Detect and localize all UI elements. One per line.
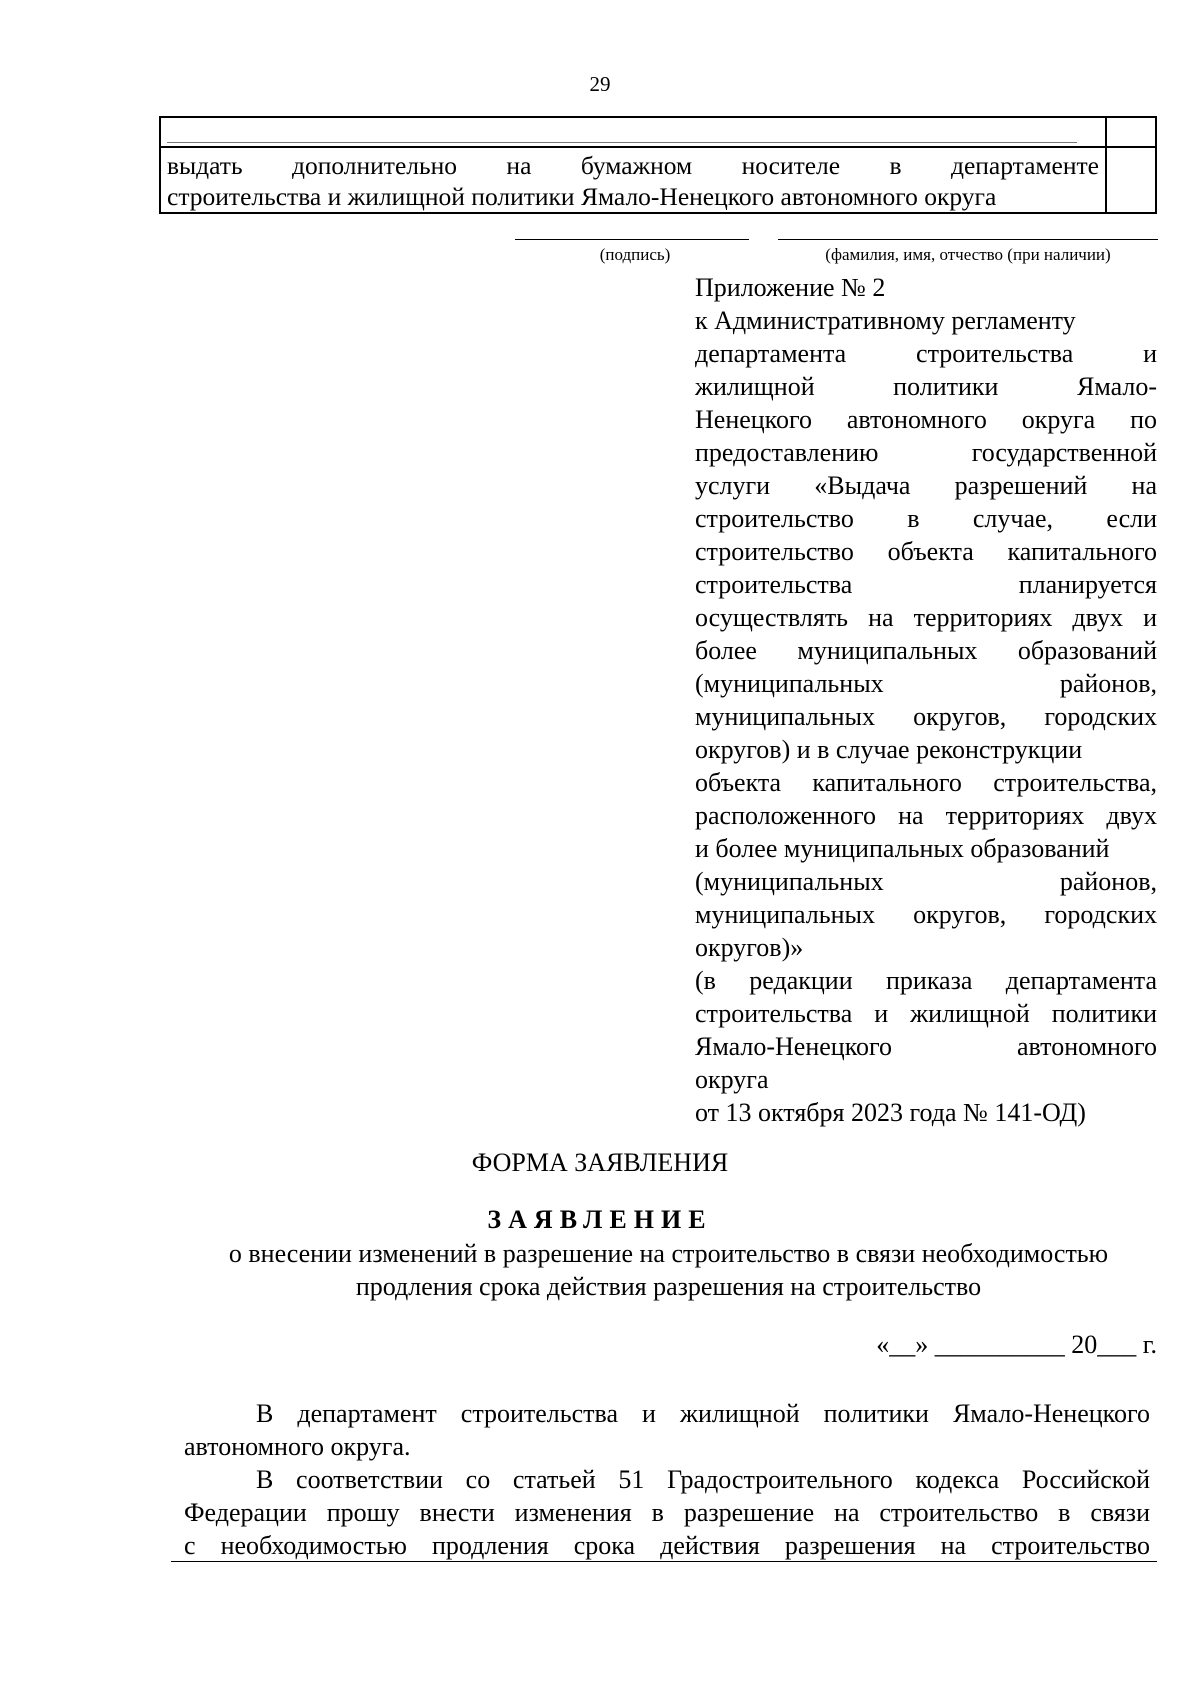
paragraph-line: В соответствии со статьей 51 Градостроительного кодекса Российской: [256, 1465, 1150, 1494]
appendix-line: от 13 октября 2023 года № 141-ОД): [695, 1098, 1086, 1127]
appendix-line: округа: [695, 1065, 769, 1094]
delivery-option-text: [167, 150, 1099, 212]
signature-line: [515, 239, 749, 240]
paragraph-line: В департамент строительства и жилищной политики Ямало-Ненецкого: [256, 1399, 1150, 1428]
request-paragraph: [184, 1463, 1150, 1562]
appendix-line: округов)»: [695, 933, 804, 962]
statement-subtitle: [180, 1237, 1157, 1303]
appendix-line: более муниципальных образований: [695, 636, 1157, 665]
statement-title: ЗАЯВЛЕНИЕ: [487, 1205, 713, 1234]
date-field: «__» __________ 20___ г.: [876, 1330, 1157, 1359]
addressee-paragraph: [184, 1397, 1150, 1463]
appendix-line: строительство в случае, если: [695, 504, 1157, 533]
page-number: 29: [589, 72, 611, 96]
appendix-line: Ямало-Ненецкого автономного: [695, 1032, 1157, 1061]
appendix-line: (муниципальных районов,: [695, 669, 1157, 698]
appendix-line: муниципальных округов, городских: [695, 900, 1157, 929]
appendix-line: к Административному регламенту: [695, 306, 1076, 335]
delivery-option-line-1: выдать дополнительно на бумажном носителе в департаменте: [167, 151, 1099, 180]
appendix-line: округов) и в случае реконструкции: [695, 735, 1083, 764]
appendix-line: департамента строительства и: [695, 339, 1157, 368]
paragraph-line: с необходимостью продления срока действия разрешения на строительство: [184, 1531, 1150, 1560]
appendix-line: строительства и жилищной политики: [695, 999, 1157, 1028]
form-title: ФОРМА ЗАЯВЛЕНИЯ: [471, 1148, 729, 1177]
appendix-line: строительства планируется: [695, 570, 1157, 599]
full-name-caption: (фамилия, имя, отчество (при наличии): [825, 245, 1111, 264]
subtitle-line: о внесении изменений в разрешение на строительство в связи необходимостью: [228, 1239, 1109, 1268]
appendix-header: [695, 271, 1157, 1129]
appendix-line: осуществлять на территориях двух и: [695, 603, 1157, 632]
signature-caption: (подпись): [599, 245, 671, 264]
fill-in-line: [171, 1561, 1157, 1562]
appendix-line: Приложение № 2: [695, 273, 886, 302]
blank-fill-line: [167, 142, 1077, 143]
subtitle-line: продления срока действия разрешения на строительство: [355, 1272, 982, 1301]
delivery-option-table: [159, 116, 1157, 214]
appendix-line: строительство объекта капитального: [695, 537, 1157, 566]
table-row-divider: [161, 146, 1155, 148]
appendix-line: Ненецкого автономного округа по: [695, 405, 1157, 434]
paragraph-line: автономного округа.: [184, 1432, 411, 1461]
appendix-line: жилищной политики Ямало-: [695, 372, 1157, 401]
appendix-line: (в редакции приказа департамента: [695, 966, 1157, 995]
appendix-line: расположенного на территориях двух: [695, 801, 1157, 830]
appendix-line: предоставлению государственной: [695, 438, 1157, 467]
paragraph-line: Федерации прошу внести изменения в разрешение на строительство в связи: [184, 1498, 1150, 1527]
appendix-line: (муниципальных районов,: [695, 867, 1157, 896]
appendix-line: услуги «Выдача разрешений на: [695, 471, 1157, 500]
delivery-option-line-2: строительства и жилищной политики Ямало-Ненецкого автономного округа: [167, 182, 997, 211]
checkbox-column-divider: [1105, 118, 1107, 212]
appendix-line: муниципальных округов, городских: [695, 702, 1157, 731]
full-name-line: [778, 239, 1158, 240]
appendix-line: и более муниципальных образований: [695, 834, 1110, 863]
appendix-line: объекта капитального строительства,: [695, 768, 1157, 797]
